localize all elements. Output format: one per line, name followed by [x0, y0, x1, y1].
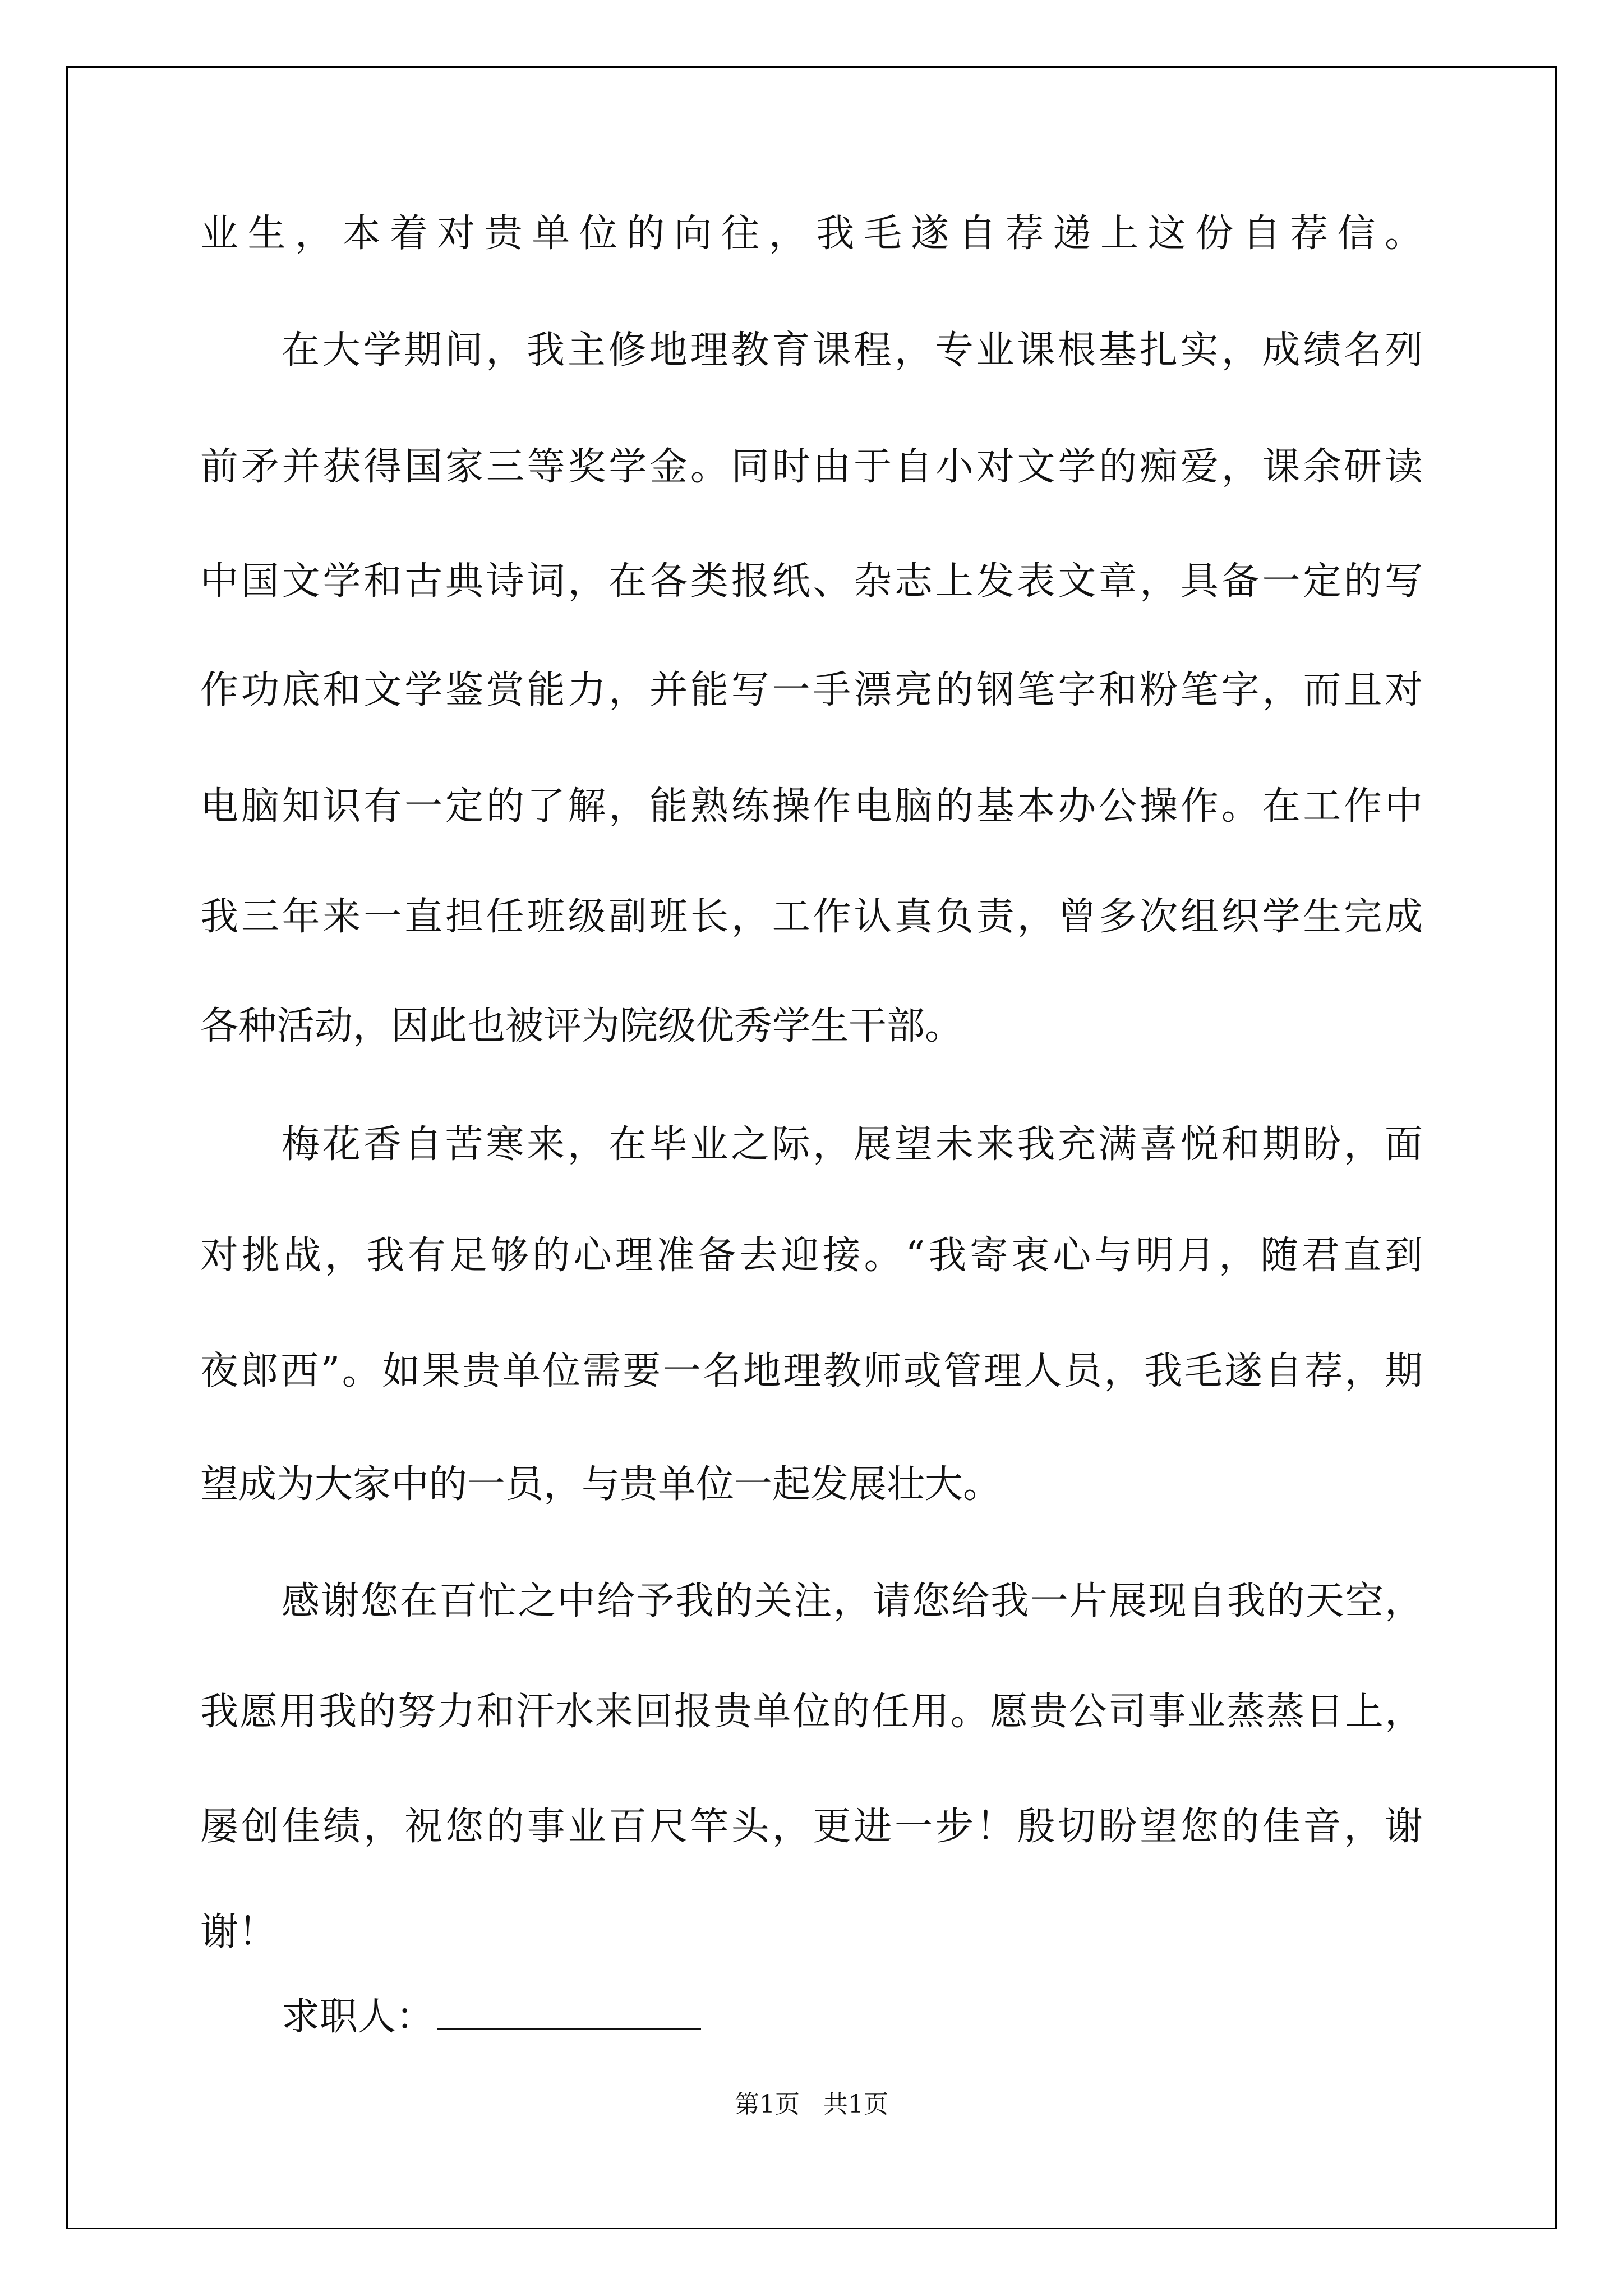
text-line: 梅花香自苦寒来，在毕业之际，展望未来我充满喜悦和期盼，面 — [282, 1122, 1423, 1167]
text-line: 望成为大家中的一员，与贵单位一起发展壮大。 — [200, 1462, 1002, 1507]
text-line: 我三年来一直担任班级副班长，工作认真负责，曾多次组织学生完成 — [200, 895, 1423, 939]
signature-line — [282, 1989, 701, 2045]
text-line: 对挑战，我有足够的心理准备去迎接。“我寄衷心与明月，随君直到 — [200, 1234, 1423, 1278]
page-footer: 第1页 共1页 — [735, 2090, 888, 2119]
text-line: 感谢您在百忙之中给予我的关注，请您给我一片展现自我的天空， — [282, 1579, 1423, 1623]
text-line: 前矛并获得国家三等奖学金。同时由于自小对文学的痴爱，课余研读 — [200, 445, 1423, 489]
text-line: 中国文学和古典诗词，在各类报纸、杂志上发表文章，具备一定的写 — [200, 559, 1423, 604]
text-line: 作功底和文学鉴赏能力，并能写一手漂亮的钢笔字和粉笔字，而且对 — [200, 668, 1423, 712]
text-line: 我愿用我的努力和汗水来回报贵单位的任用。愿贵公司事业蒸蒸日上， — [200, 1690, 1423, 1734]
signature-label: 求职人： — [282, 1995, 435, 2039]
text-line: 各种活动，因此也被评为院级优秀学生干部。 — [200, 1004, 963, 1048]
text-line: 业生，本着对贵单位的向往，我毛遂自荐递上这份自荐信。 — [200, 211, 1423, 256]
text-line: 在大学期间，我主修地理教育课程，专业课根基扎实，成绩名列 — [282, 328, 1423, 372]
text-line: 夜郎西”。如果贵单位需要一名地理教师或管理人员，我毛遂自荐，期 — [200, 1349, 1423, 1393]
text-line: 谢！ — [200, 1910, 277, 1954]
text-line: 电脑知识有一定的了解，能熟练操作电脑的基本办公操作。在工作中 — [200, 784, 1423, 829]
text-line: 屡创佳绩，祝您的事业百尺竿头，更进一步！殷切盼望您的佳音，谢 — [200, 1805, 1423, 1849]
signature-blank — [437, 1989, 701, 2030]
